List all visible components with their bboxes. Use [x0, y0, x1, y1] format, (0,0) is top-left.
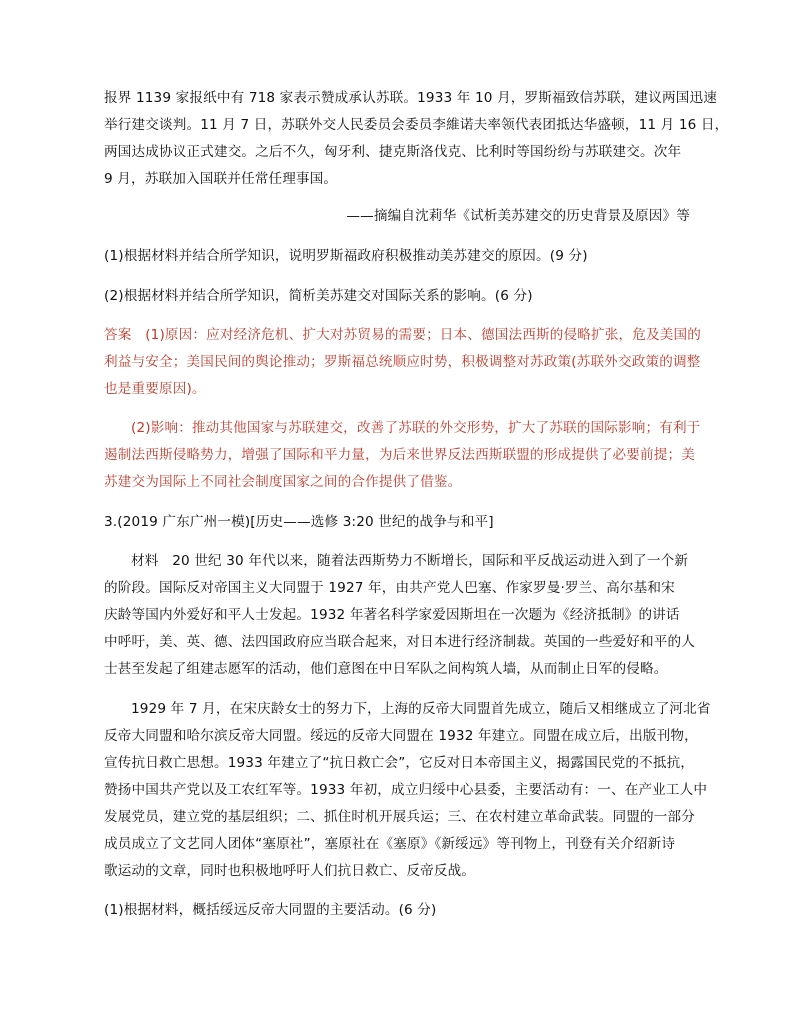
material-line: 反帝大同盟和哈尔滨反帝大同盟。绥远的反帝大同盟在 1932 年建立。同盟在成立后，出版刊物， — [104, 728, 698, 744]
question-2: (2)根据材料并结合所学知识，简析美苏建交对国际关系的影响。(6 分) — [104, 288, 533, 304]
material-line: 赞扬中国共产党以及工农红军等。1933 年初，成立归绥中心县委，主要活动有：一、在产业工人中 — [104, 782, 708, 798]
question-3-header: 3.(2019 广东广州一模)[历史——选修 3:20 世纪的战争与和平] — [104, 514, 494, 530]
material-line: 报界 1139 家报纸中有 718 家表示赞成承认苏联。1933 年 10 月，罗斯福致信苏联，建议两国迅速 — [104, 90, 717, 106]
answer-line: (2)影响：推动其他国家与苏联建交，改善了苏联的外交形势，扩大了苏联的国际影响；有利于 — [131, 420, 701, 436]
material-line: 1929 年 7 月，在宋庆龄女士的努力下，上海的反帝大同盟首先成立，随后又相继成立了河北省 — [131, 701, 711, 717]
material-line: 材料 20 世纪 30 年代以来，随着法西斯势力不断增长，国际和平反战运动进入到了一个新 — [131, 553, 689, 569]
material-line: 举行建交谈判。11 月 7 日，苏联外交人民委员会委员李維诺夫率领代表团抵达华盛顿，11 月 16 日， — [104, 117, 729, 133]
material-line: 庆龄等国内外爱好和平人士发起。1932 年著名科学家爱因斯坦在一次题为《经济抵制》的讲话 — [104, 607, 680, 623]
answer-line: 遏制法西斯侵略势力，增强了国际和平力量，为后来世界反法西斯联盟的形成提供了必要前提；美 — [104, 447, 695, 463]
question-1: (1)根据材料并结合所学知识，说明罗斯福政府积极推动美苏建交的原因。(9 分) — [104, 248, 588, 264]
material-line: 两国达成协议正式建交。之后不久，匈牙利、捷克斯洛伐克、比利时等国纷纷与苏联建交。次年 — [104, 144, 682, 160]
material-line: 中呼吁，美、英、德、法四国政府应当联合起来，对日本进行经济制裁。英国的一些爱好和平的人 — [104, 634, 695, 650]
material-line: 士甚至发起了组建志愿军的活动，他们意图在中日军队之间构筑人墙，从而制止日军的侵略。 — [104, 661, 668, 677]
answer-line: 答案 (1)原因：应对经济危机、扩大对苏贸易的需要；日本、德国法西斯的侵略扩张，危及美国的 — [104, 327, 701, 343]
source-citation: ——摘编自沈莉华《试析美苏建交的历史背景及原因》等 — [346, 208, 690, 224]
answer-line: 利益与安全；美国民间的舆论推动；罗斯福总统顺应时势，积极调整对苏政策(苏联外交政策的调整 — [104, 354, 701, 370]
material-line: 歌运动的文章，同时也积极地呼吁人们抗日救亡、反帝反战。 — [104, 863, 476, 879]
material-line: 宣传抗日救亡思想。1933 年建立了“抗日救亡会”，它反对日本帝国主义，揭露国民党的不抵抗， — [104, 755, 695, 771]
material-line: 的阶段。国际反对帝国主义大同盟于 1927 年，由共产党人巴塞、作家罗曼·罗兰、高尔基和宋 — [104, 580, 675, 596]
answer-line: 也是重要原因)。 — [104, 381, 206, 397]
question-3-1: (1)根据材料，概括绥远反帝大同盟的主要活动。(6 分) — [104, 902, 437, 918]
answer-line: 苏建交为国际上不同社会制度国家之间的合作提供了借鉴。 — [104, 474, 462, 490]
material-line: 发展党员，建立党的基层组织；二、抓住时机开展兵运；三、在农村建立革命武装。同盟的一部分 — [104, 809, 695, 825]
material-line: 成员成立了文艺同人团体“塞原社”，塞原社在《塞原》《新绥远》等刊物上，刊登有关介绍新诗 — [104, 836, 676, 852]
material-line: 9 月，苏联加入国联并任常任理事国。 — [104, 171, 338, 187]
